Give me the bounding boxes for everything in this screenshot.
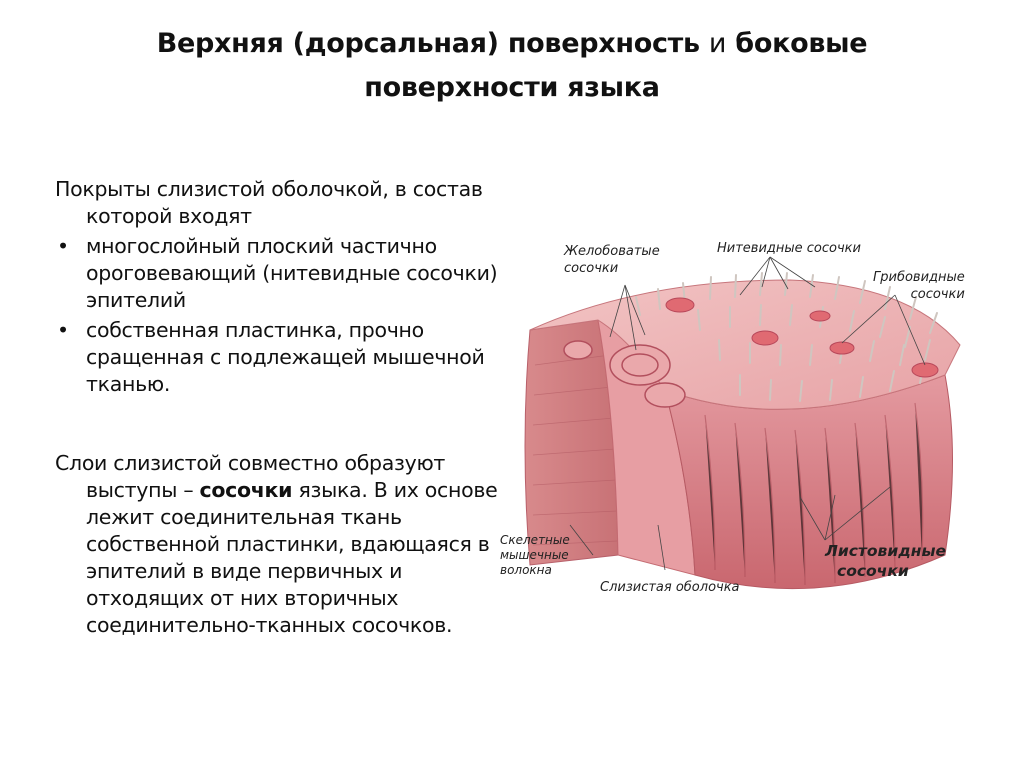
title-part1: Верхняя (дорсальная) поверхность xyxy=(156,28,700,59)
bullet-text-lamina: собственная пластинка, прочно сращенная с подлежащей мышечной тканью. xyxy=(86,318,485,396)
bullet-list xyxy=(55,233,505,398)
papillae-paragraph xyxy=(55,450,505,639)
label-vallate-papillae: Желобоватые сосочки xyxy=(564,244,660,276)
title-part2: боковые xyxy=(735,28,868,59)
bullet-item-lamina xyxy=(55,317,505,398)
bullet-item-epithelium xyxy=(55,233,505,314)
papillae-text-start: Слои слизистой совместно образуют выступы – xyxy=(55,451,446,502)
intro-paragraph: Покрыты слизистой оболочкой, в состав которой входят xyxy=(55,177,483,228)
bullet-symbol: • xyxy=(57,318,69,342)
label-skeletal-fibers: Скелетные мышечные волокна xyxy=(500,533,570,577)
label-fungiform-papillae: Грибовидные сосочки xyxy=(873,270,965,302)
label-filiform-papillae: Нитевидные сосочки xyxy=(717,241,861,256)
slide-title xyxy=(0,22,1024,110)
title-line2: поверхности языка xyxy=(364,72,660,103)
label-mucosa: Слизистая оболочка xyxy=(600,580,740,595)
body-text xyxy=(55,176,505,639)
papillae-text-end: языка. В их основе лежит соединительная ткань собственной пластинки, вдающаяся в эпителий в виде первичных и отходящих от них вторичных соединительно-тканных сосочков. xyxy=(86,478,498,637)
bullet-text-epithelium: многослойный плоский частично ороговевающий (нитевидные сосочки) эпителий xyxy=(86,234,498,312)
label-foliate-papillae: Листовидные сосочки xyxy=(825,542,946,580)
papillae-bold-term: сосочки xyxy=(199,478,293,502)
bullet-symbol: • xyxy=(57,234,69,258)
tongue-illustration xyxy=(490,225,990,610)
title-conjunction: и xyxy=(708,28,727,59)
